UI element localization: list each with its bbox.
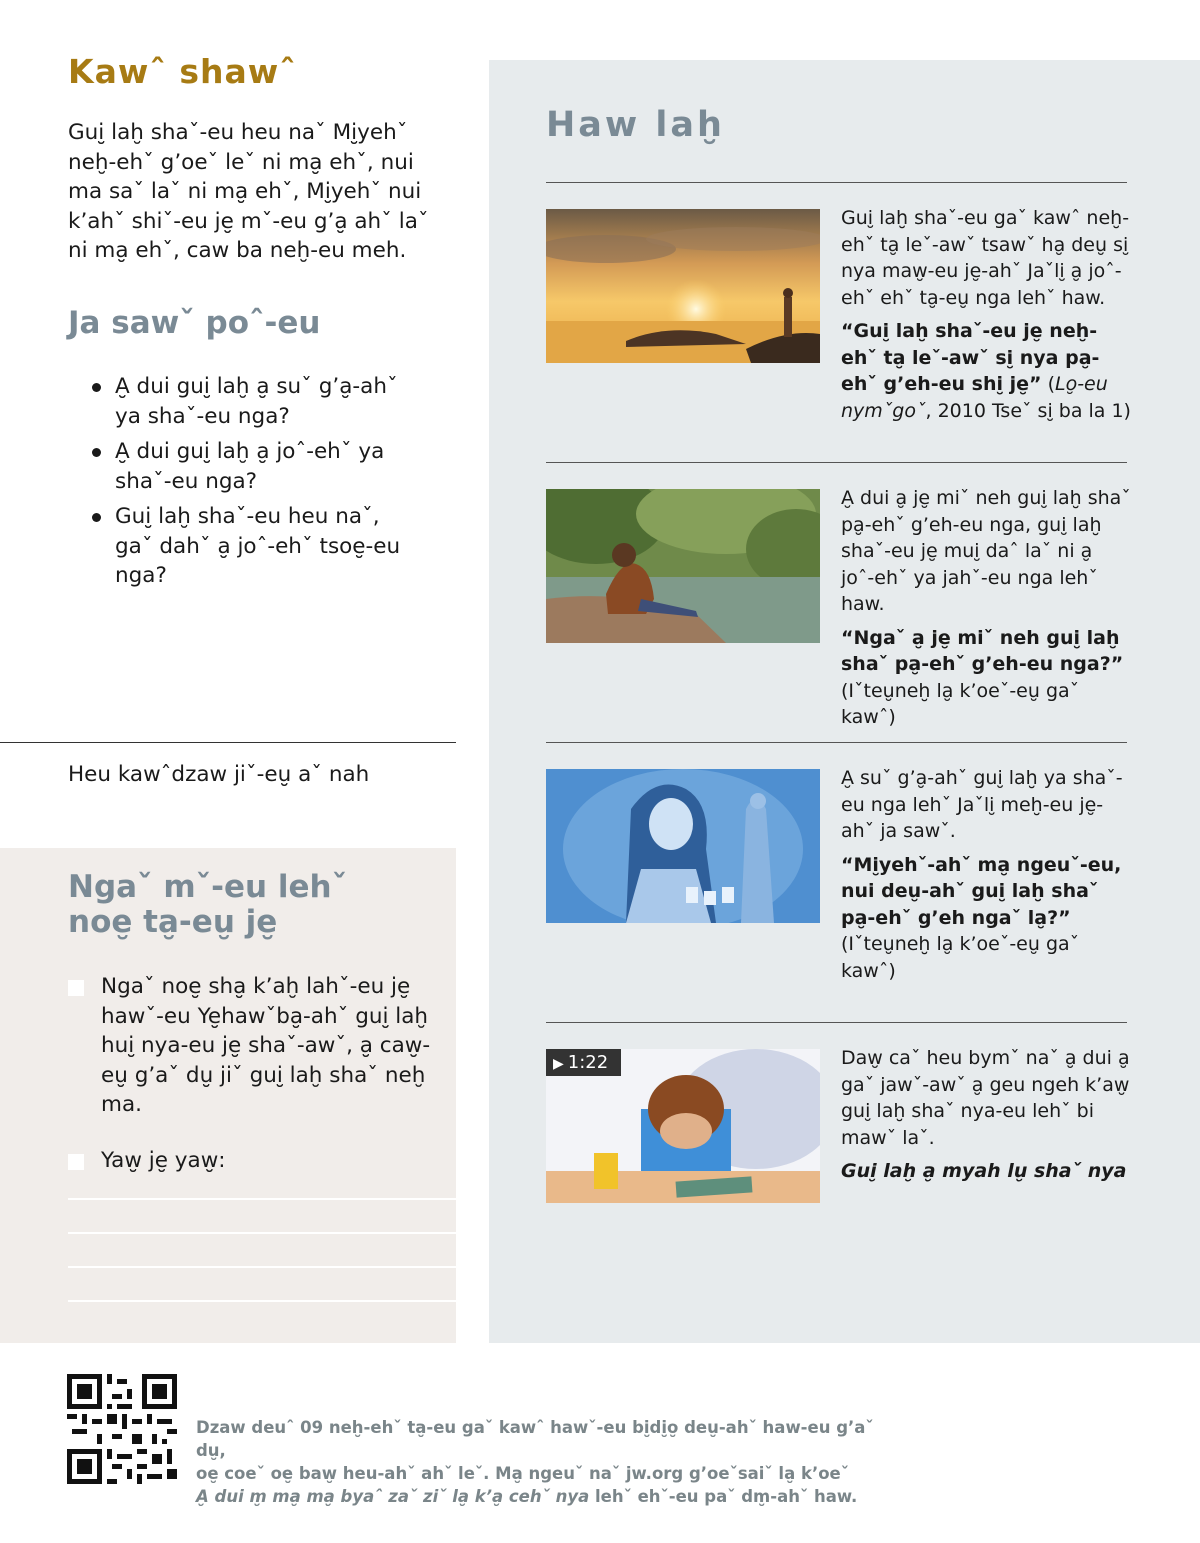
list-item: Gui̮ laḫ shaˇ-eu heu naˇ, gaˇ dahˇ a̮ joˆ-ehˇ tsoe̮-eu nga? <box>92 502 412 591</box>
footer-text: Dzaw deuˆ 09 neḫ-ehˇ ta̮-eu gaˇ kawˆ hawˇ-eu bi̮di̮o̮ deu̮-ahˇ haw-eu g’aˇ du̮, oe̮ coeˇ oe̮ baw̮ heu-ahˇ ahˇ leˇ. Ma̮ ngeuˇ naˇ jw.org g’oeˇsaiˇ la̮ k’oeˇ A̮ dui m̮ ma̮ ma̮ byaˆ zaˇ ziˇ la̮ k’a̮ cehˇ nya lehˇ ehˇ-eu paˇ dm̮-ahˇ haw. <box>196 1418 874 1506</box>
item-text: A̮ dui a̮ je̮ miˇ neh gui̮ laḫ shaˇ pa̮-ehˇ g’eh-eu nga, gui̮ laḫ shaˇ-eu je̮ mui̮ daˆ laˇ ni a̮ joˆ-ehˇ ya jahˇ-eu nga lehˇ haw. “Ngaˇ a̮ je̮ miˇ neh gui̮ laḫ shaˇ pa̮-ehˇ g’eh-eu nga?” (Iˇteu̮neḫ la̮ k’oeˇ-eu̮ gaˇ kawˆ) <box>841 485 1131 731</box>
item-quote: “Ngaˇ a̮ je̮ miˇ neh gui̮ laḫ shaˇ pa̮-ehˇ g’eh-eu nga?” (Iˇteu̮neḫ la̮ k’oeˇ-eu̮ gaˇ kawˆ) <box>841 626 1124 728</box>
goals-title: Ngaˇ mˇ-eu lehˇ noe̮ ta̮-eu̮ je̮ <box>68 869 348 940</box>
divider <box>546 182 1127 183</box>
item-text: A̮ suˇ g’a̮-ahˇ gui̮ laḫ ya shaˇ-eu nga lehˇ Jaˇli̮ meḫ-eu je̮-ahˇ ja sawˇ. “Mi̮yehˇ-ahˇ ma̮ ngeuˇ-eu, nui deu̮-ahˇ gui̮ laḫ shaˇ pa̮-ehˇ g’eh ngaˇ la̮?” (Iˇteu̮neḫ la̮ k’oeˇ-eu̮ gaˇ kawˆ) <box>841 765 1131 984</box>
panel-title: Haw laḫ <box>546 105 725 145</box>
woman-by-water-image[interactable] <box>546 489 820 643</box>
divider <box>546 742 1127 743</box>
play-icon: ▶ <box>553 1056 564 1072</box>
writing-line[interactable] <box>68 1198 456 1200</box>
divider <box>546 1022 1127 1023</box>
section-title: Kawˆ shawˆ <box>68 52 297 91</box>
item-text: Daw̮ caˇ heu bymˇ naˇ a̮ dui a̮ gaˇ jawˇ-awˇ a̮ geu ngeh k’aw̮ gui̮ laḫ shaˇ nya-eu lehˇ bi mawˇ laˇ. Gui̮ laḫ a̮ myah lu̮ shaˇ nya <box>841 1045 1131 1185</box>
list-item: A̮ dui gui̮ laḫ a̮ joˆ-ehˇ ya shaˇ-eu nga? <box>92 437 412 496</box>
video-title-link[interactable]: Gui̮ laḫ a̮ myah lu̮ shaˇ nya <box>841 1160 1127 1182</box>
goal-item: Ngaˇ noe̮ sha̮ k’aḫ lahˇ-eu je̮ hawˇ-eu Ye̮hawˇba̮-ahˇ gui̮ laḫ hui̮ nya-eu je̮ shaˇ-awˇ, a̮ caw̮-eu̮ g’aˇ du̮ jiˇ gui̮ laḫ shaˇ neḫ ma. <box>68 972 438 1120</box>
divider <box>546 462 1127 463</box>
praying-woman-image[interactable] <box>546 769 820 923</box>
divider <box>0 742 456 743</box>
list-item: A̮ dui gui̮ laḫ a̮ suˇ g’a̮-ahˇ ya shaˇ-eu nga? <box>92 372 412 431</box>
item-quote: “Gui̮ laḫ shaˇ-eu je̮ neḫ-ehˇ ta̮ leˇ-awˇ si̮ nya pa̮-ehˇ g’eh-eu shi̮ je̮” (Lo̮-eu nymˇgoˇ, 2010 Tseˇ si̮ ba la 1) <box>841 320 1131 422</box>
item-quote: “Mi̮yehˇ-ahˇ ma̮ ngeuˇ-eu, nui deu̮-ahˇ gui̮ laḫ shaˇ pa̮-ehˇ g’eh ngaˇ la̮?” (Iˇteu̮neḫ la̮ k’oeˇ-eu̮ gaˇ kawˆ) <box>841 853 1122 982</box>
sunset-image[interactable] <box>546 209 820 363</box>
bullet-icon <box>92 448 101 457</box>
video-duration-badge[interactable]: ▶ 1:22 <box>546 1049 621 1076</box>
reference-label: Heu kawˆdzaw jiˇ-eu̮ aˇ nah <box>68 762 370 787</box>
writing-line[interactable] <box>68 1232 456 1234</box>
checkbox[interactable] <box>68 980 84 996</box>
bullet-icon <box>92 383 101 392</box>
bullet-icon <box>92 513 101 522</box>
questions-title: Ja sawˇ poˆ-eu <box>68 305 321 341</box>
checkbox[interactable] <box>68 1154 84 1170</box>
writing-line[interactable] <box>68 1300 456 1302</box>
goal-item: Yaw̮ je̮ yaw̮: <box>68 1146 438 1176</box>
intro-text: Gui̮ laḫ shaˇ-eu heu naˇ Mi̮yehˇ neḫ-ehˇ g’oeˇ leˇ ni ma̮ ehˇ, nui ma saˇ laˇ ni ma̮ ehˇ, Mi̮yehˇ nui k’ahˇ shiˇ-eu je̮ mˇ-eu g’a̮ ahˇ laˇ ni ma̮ ehˇ, caw ba neḫ-eu meh. <box>68 120 429 263</box>
writing-line[interactable] <box>68 1266 456 1268</box>
questions-list <box>92 372 412 597</box>
qr-code-icon[interactable] <box>67 1374 177 1484</box>
item-text: Gui̮ laḫ shaˇ-eu gaˇ kawˆ neḫ-ehˇ ta̮ leˇ-awˇ tsawˇ ha̮ deu̮ si̮ nya maw̮-eu je̮-ahˇ Jaˇli̮ a̮ joˆ-ehˇ ehˇ ta̮-eu̮ nga lehˇ haw. “Gui̮ laḫ shaˇ-eu je̮ neḫ-ehˇ ta̮ leˇ-awˇ si̮ nya pa̮-ehˇ g’eh-eu shi̮ je̮” (Lo̮-eu nymˇgoˇ, 2010 Tseˇ si̮ ba la 1) <box>841 205 1131 424</box>
